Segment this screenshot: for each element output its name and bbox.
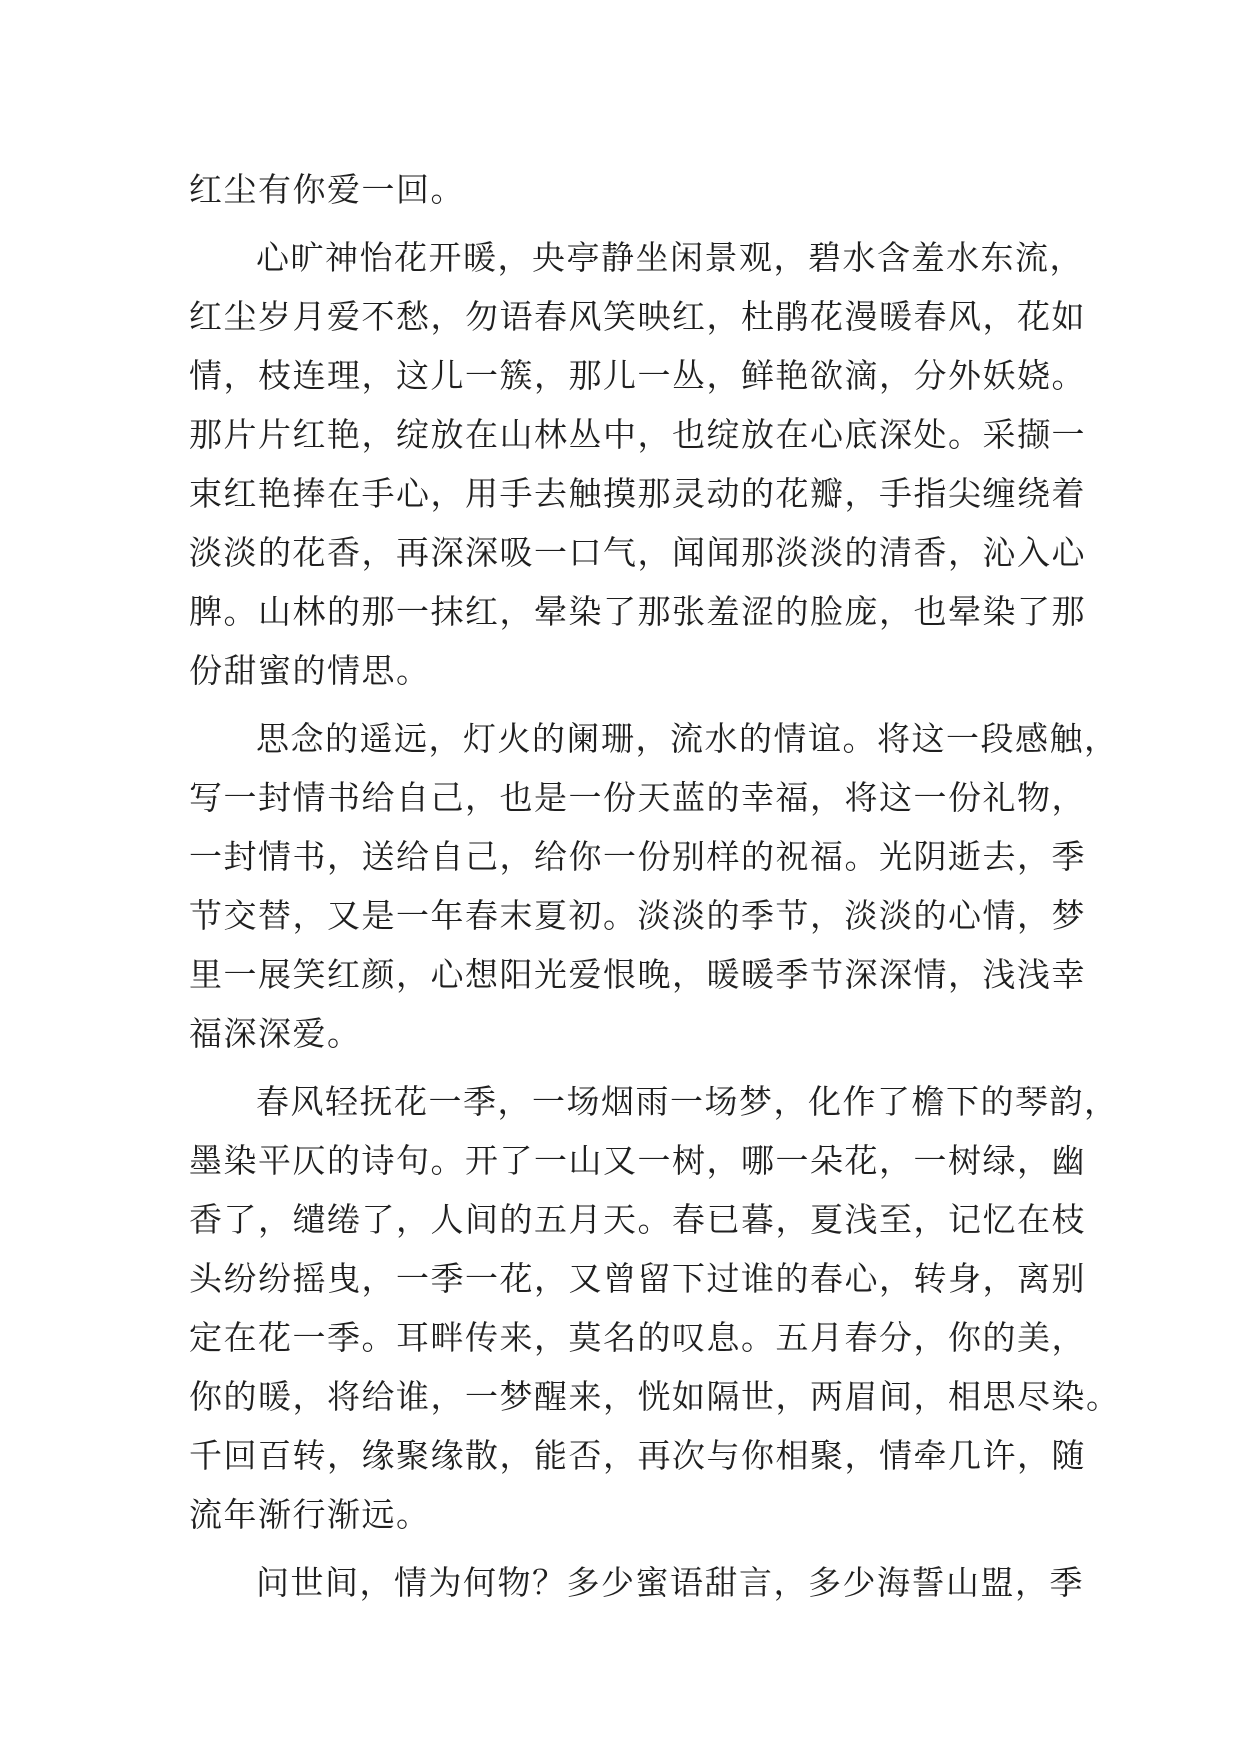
text-line: 红尘有你爱一回。 [189, 170, 465, 209]
text-line: 福深深爱。 [189, 1014, 362, 1053]
text-line: 你的暖，将给谁，一梦醒来，恍如隔世，两眉间，相思尽染。 [189, 1377, 1121, 1416]
paragraph-first-line: 心旷神怡花开暖，央亭静坐闲景观，碧水含羞水东流， [256, 238, 1084, 277]
text-line: 千回百转，缘聚缘散，能否，再次与你相聚，情牵几许，随 [189, 1436, 1086, 1475]
text-line: 香了，缱绻了，人间的五月天。春已暮，夏浅至，记忆在枝 [189, 1200, 1086, 1239]
paragraph-first-line: 问世间，情为何物？多少蜜语甜言，多少海誓山盟，季 [256, 1563, 1084, 1602]
text-line: 节交替，又是一年春末夏初。淡淡的季节，淡淡的心情，梦 [189, 896, 1086, 935]
paragraph-gap [189, 700, 1069, 709]
text-line: 份甜蜜的情思。 [189, 651, 431, 690]
text-line: 红尘岁月爱不愁，勿语春风笑映红，杜鹃花漫暖春风，花如 [189, 297, 1086, 336]
text-line: 头纷纷摇曳，一季一花，又曾留下过谁的春心，转身，离别 [189, 1259, 1086, 1298]
text-line: 里一展笑红颜，心想阳光爱恨晚，暖暖季节深深情，浅浅幸 [189, 955, 1086, 994]
text-line: 束红艳捧在手心，用手去触摸那灵动的花瓣，手指尖缠绕着 [189, 474, 1086, 513]
paragraph-first-line: 春风轻抚花一季，一场烟雨一场梦，化作了檐下的琴韵， [256, 1082, 1119, 1121]
paragraph-gap [189, 1063, 1069, 1072]
text-line: 淡淡的花香，再深深吸一口气，闻闻那淡淡的清香，沁入心 [189, 533, 1086, 572]
text-line: 一封情书，送给自己，给你一份别样的祝福。光阴逝去，季 [189, 837, 1086, 876]
paragraph-first-line: 思念的遥远，灯火的阑珊，流水的情谊。将这一段感触， [256, 719, 1119, 758]
paragraph-gap [189, 1544, 1069, 1553]
body-text [189, 160, 1121, 1612]
text-line: 那片片红艳，绽放在山林丛中，也绽放在心底深处。采撷一 [189, 415, 1086, 454]
text-line: 定在花一季。耳畔传来，莫名的叹息。五月春分，你的美， [189, 1318, 1086, 1357]
text-line: 脾。山林的那一抹红，晕染了那张羞涩的脸庞，也晕染了那 [189, 592, 1086, 631]
text-line: 流年渐行渐远。 [189, 1495, 431, 1534]
text-line: 写一封情书给自己，也是一份天蓝的幸福，将这一份礼物， [189, 778, 1086, 817]
text-line: 情，枝连理，这儿一簇，那儿一丛，鲜艳欲滴，分外妖娆。 [189, 356, 1086, 395]
text-line: 墨染平仄的诗句。开了一山又一树，哪一朵花，一树绿，幽 [189, 1141, 1086, 1180]
paragraph-gap [189, 219, 1069, 228]
